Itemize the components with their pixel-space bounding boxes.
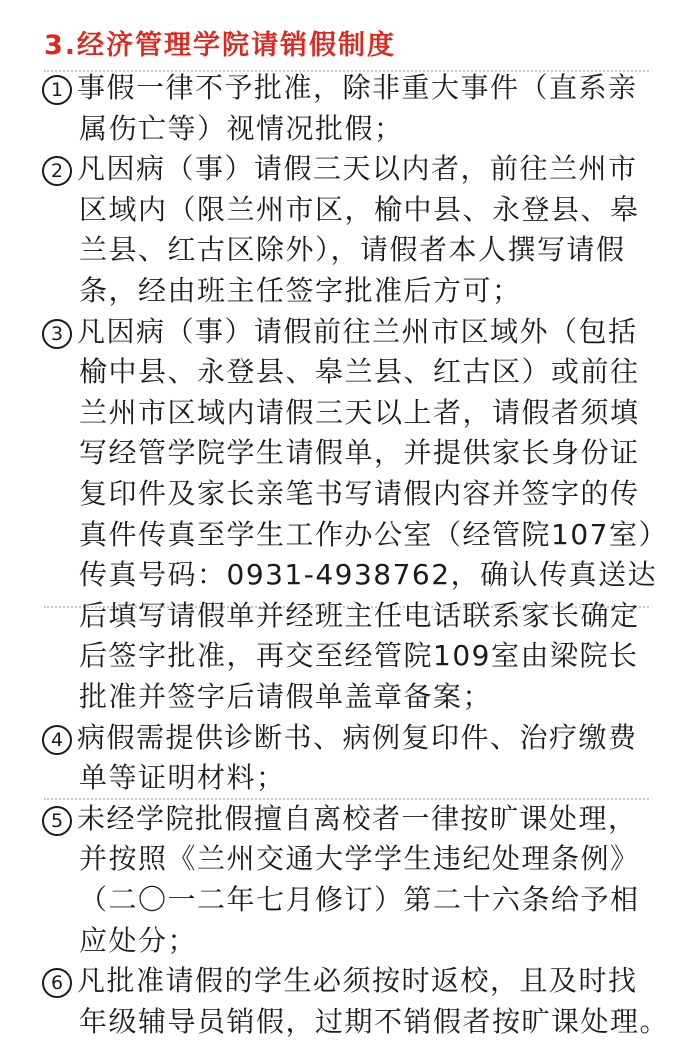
rule-item-line bbox=[79, 433, 640, 473]
rule-text: 属伤亡等）视情况批假； bbox=[79, 111, 404, 145]
item-number-badge: 6 bbox=[42, 968, 72, 998]
rule-text: （二〇一二年七月修订）第二十六条给予相 bbox=[79, 883, 640, 916]
rule-item-line bbox=[79, 190, 640, 230]
rule-item-line bbox=[79, 474, 640, 514]
item-number-badge: 3 bbox=[42, 319, 72, 349]
rule-text: 区域内（限兰州市区，榆中县、永登县、皋 bbox=[79, 192, 640, 226]
rule-item-line bbox=[79, 271, 522, 311]
rule-item-line bbox=[79, 352, 640, 392]
rule-text: 复印件及家长亲笔书写请假内容并签字的传 bbox=[79, 477, 640, 510]
rule-item-line bbox=[79, 230, 626, 270]
rule-item-first-line bbox=[42, 312, 638, 352]
rule-item-first-line bbox=[42, 961, 638, 1001]
rule-text: 事假一律不予批准，除非重大事件（直系亲 bbox=[77, 71, 638, 104]
rule-text: 凡批准请假的学生必须按时返校，且及时找 bbox=[77, 964, 638, 998]
section-title: 经济管理学院请销假制度 bbox=[77, 30, 397, 61]
item-number-badge: 2 bbox=[42, 156, 72, 186]
item-number-badge: 4 bbox=[42, 725, 72, 755]
rule-item-line bbox=[79, 555, 657, 595]
rule-text: 并按照《兰州交通大学学生违纪处理条例》 bbox=[79, 842, 640, 876]
rule-item-first-line bbox=[42, 68, 638, 108]
rule-text: 传真号码：0931-4938762，确认传真送达 bbox=[79, 558, 658, 592]
rule-item-line bbox=[79, 1002, 669, 1042]
rule-text: 兰州市区域内请假三天以上者，请假者须填 bbox=[79, 395, 640, 429]
rule-text: 病假需提供诊断书、病例复印件、治疗缴费 bbox=[77, 720, 638, 754]
rule-text: 单等证明材料； bbox=[79, 761, 286, 795]
rule-item-line bbox=[79, 921, 197, 961]
rule-item-line bbox=[79, 636, 638, 676]
rule-text: 后签字批准，再交至经管院109室由梁院长 bbox=[79, 639, 639, 673]
rule-text: 真件传真至学生工作办公室（经管院107室） bbox=[79, 517, 668, 551]
rule-item-line bbox=[79, 515, 668, 555]
rule-text: 凡因病（事）请假三天以内者，前往兰州市 bbox=[77, 152, 638, 186]
rule-item-line bbox=[79, 839, 640, 879]
rule-item-first-line bbox=[42, 718, 638, 758]
rule-item-first-line bbox=[42, 799, 638, 839]
rule-text: 条，经由班主任签字批准后方可； bbox=[79, 274, 522, 307]
item-number-badge: 1 bbox=[42, 75, 72, 105]
rule-item-line bbox=[79, 880, 640, 920]
section-number: 3. bbox=[44, 30, 78, 61]
rule-item-line bbox=[79, 677, 492, 717]
rule-text: 凡因病（事）请假前往兰州市区域外（包括 bbox=[77, 314, 638, 348]
rule-text: 写经管学院学生请假单，并提供家长身份证 bbox=[79, 436, 640, 470]
rule-item-first-line bbox=[42, 149, 638, 189]
page-title bbox=[44, 26, 396, 66]
rule-text: 后填写请假单并经班主任电话联系家长确定 bbox=[79, 598, 640, 632]
rule-item-line bbox=[79, 596, 640, 636]
rule-text: 未经学院批假擅自离校者一律按旷课处理， bbox=[77, 801, 638, 835]
rule-text: 榆中县、永登县、皋兰县、红古区）或前往 bbox=[79, 355, 640, 389]
rule-item-line bbox=[79, 109, 404, 149]
rule-text: 兰县、红古区除外），请假者本人撰写请假 bbox=[79, 233, 626, 267]
rule-item-line bbox=[79, 393, 640, 433]
rule-item-line bbox=[79, 758, 286, 798]
item-number-badge: 5 bbox=[42, 806, 72, 836]
rule-text: 应处分； bbox=[79, 923, 198, 957]
rule-text: 批准并签字后请假单盖章备案； bbox=[79, 680, 493, 713]
rule-text: 年级辅导员销假，过期不销假者按旷课处理。 bbox=[79, 1004, 670, 1038]
